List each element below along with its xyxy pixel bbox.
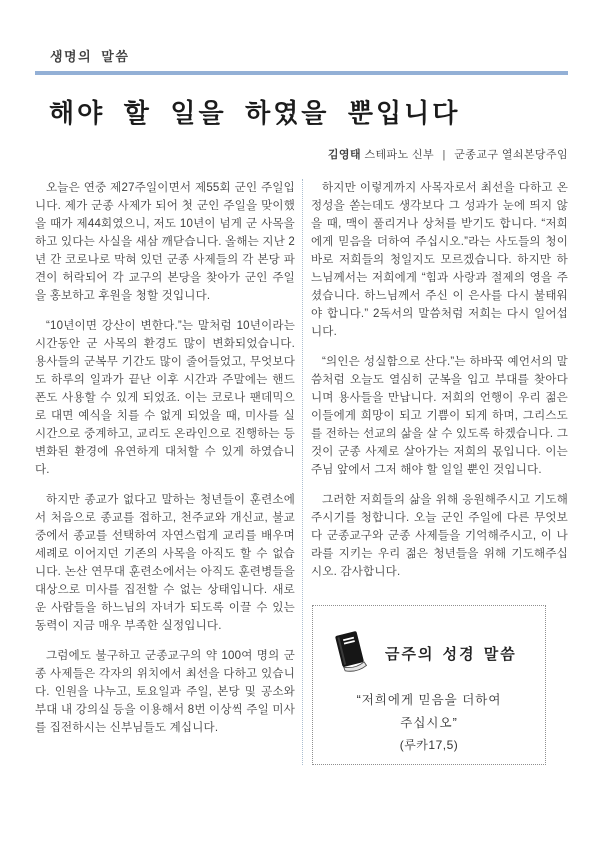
bible-book-icon xyxy=(333,630,367,677)
verse-box-heading: 금주의 성경 말씀 xyxy=(385,645,517,663)
paragraph: 그러한 저희들의 삶을 위해 응원해주시고 기도해주시기를 청합니다. 오늘 군인 주일에 다른 무엇보다 군종교구와 군종 사제들을 기억해주시고, 이 나라를 지키는 우리 젊은 청년들을 위해 기도해주십시오. 감사합니다. xyxy=(311,493,568,578)
paragraph: 오늘은 연중 제27주일이면서 제55회 군인 주일입니다. 제가 군종 사제가 되어 첫 군인 주일을 맞이했을 때가 제44회였으니, 저도 10년이 넘게 군 사목을 하고 있다는 사실을 새삼 깨닫습니다. 올해는 지난 2년 간 코로나로 막혀 있던 군종 사제들의 각 본당 파견이 허락되어 각 교구의 본당을 찾아가 군인 주일을 홍보하고 후원을 청할 것입니다. xyxy=(35,181,295,302)
paragraph: 하지만 이렇게까지 사목자로서 최선을 다하고 온 정성을 쏟는데도 생각보다 그 성과가 눈에 띄지 않을 때, 맥이 풀리거나 상처를 받기도 합니다. “저희에게 믿음을 더하여 주십시오.”라는 사도들의 청이 바로 저희들의 청일지도 모르겠습니다. 하지만 하느님께서는 저희에게 “힘과 사랑과 절제의 영을 주셨습니다. 하느님께서 주신 이 은사를 다시 불태워야 합니다.” 2독서의 말씀처럼 저희는 다시 일어섭니다. xyxy=(311,181,568,338)
header-rule xyxy=(35,71,568,75)
verse-quote-line-1: “저희에게 믿음을 더하여 xyxy=(356,692,502,707)
verse-quote-line-2: 주십시오” xyxy=(400,715,458,730)
column-right xyxy=(311,179,568,765)
article-body xyxy=(35,179,568,765)
byline-author-name: 김영태 xyxy=(327,148,361,161)
byline-author-title: 스테파노 신부 xyxy=(364,148,435,161)
paragraph: “10년이면 강산이 변한다.”는 말처럼 10년이라는 시간동안 군 사목의 환경도 많이 변화되었습니다. 용사들의 군복무 기간도 많이 줄어들었고, 무엇보다도 하루의 일과가 끝난 이후 시간과 주말에는 핸드폰도 사용할 수 있게 되었죠. 이는 코로나 팬데믹으로 대면 예식을 치를 수 없게 되었을 때, 미사를 실시간으로 중계하고, 교리도 온라인으로 진행하는 등 변화된 환경에 유연하게 대처할 수 있게 하였습니다. xyxy=(35,319,295,476)
page-title: 해야 할 일을 하였을 뿐입니다 xyxy=(49,99,461,128)
verse-box-header xyxy=(325,630,533,677)
weekly-verse-box xyxy=(312,605,546,765)
paragraph: 그럼에도 불구하고 군종교구의 약 100여 명의 군종 사제들은 각자의 위치에서 최선을 다하고 있습니다. 인원을 나누고, 토요일과 주일, 본당 및 공소와 부대 내 강의실 등을 이용해서 8번 이상씩 주일 미사를 집전하시는 신부님들도 계십니다. xyxy=(35,649,295,734)
verse-reference: (루카17,5) xyxy=(399,737,459,752)
byline-separator: | xyxy=(442,148,446,161)
paragraph: “의인은 성실함으로 산다.”는 하바꾹 예언서의 말씀처럼 오늘도 열심히 군복을 입고 부대를 찾아다니며 용사들을 만납니다. 저희의 언행이 우리 젊은이들에게 희망이 되고 기쁨이 되게 하며, 그리스도를 전하는 선교의 삶을 살 수 있도록 하겠습니다. 그것이 군종 사제로 살아가는 저희의 몫입니다. 이는 주님 앞에서 그저 해야 할 일일 뿐인 것입니다. xyxy=(311,355,568,476)
section-label: 생명의 말씀 xyxy=(50,49,130,64)
column-left xyxy=(35,179,295,765)
byline-affiliation: 군종교구 열쇠본당주임 xyxy=(454,148,568,161)
verse-quote xyxy=(325,689,533,735)
byline xyxy=(35,146,568,162)
column-divider xyxy=(302,179,303,765)
paragraph: 하지만 종교가 없다고 말하는 청년들이 훈련소에서 처음으로 종교를 접하고, 천주교와 개신교, 불교 중에서 종교를 선택하여 자연스럽게 교리를 배우며 세례로 이어지던 기존의 사목을 아직도 할 수 없습니다. 논산 연무대 훈련소에서는 아직도 훈련병들을 대상으로 미사를 집전할 수 없는 상태입니다. 새로운 사람들을 하느님의 자녀가 되도록 이끌 수 있는 동력이 지금 매우 부족한 실정입니다. xyxy=(35,493,295,632)
